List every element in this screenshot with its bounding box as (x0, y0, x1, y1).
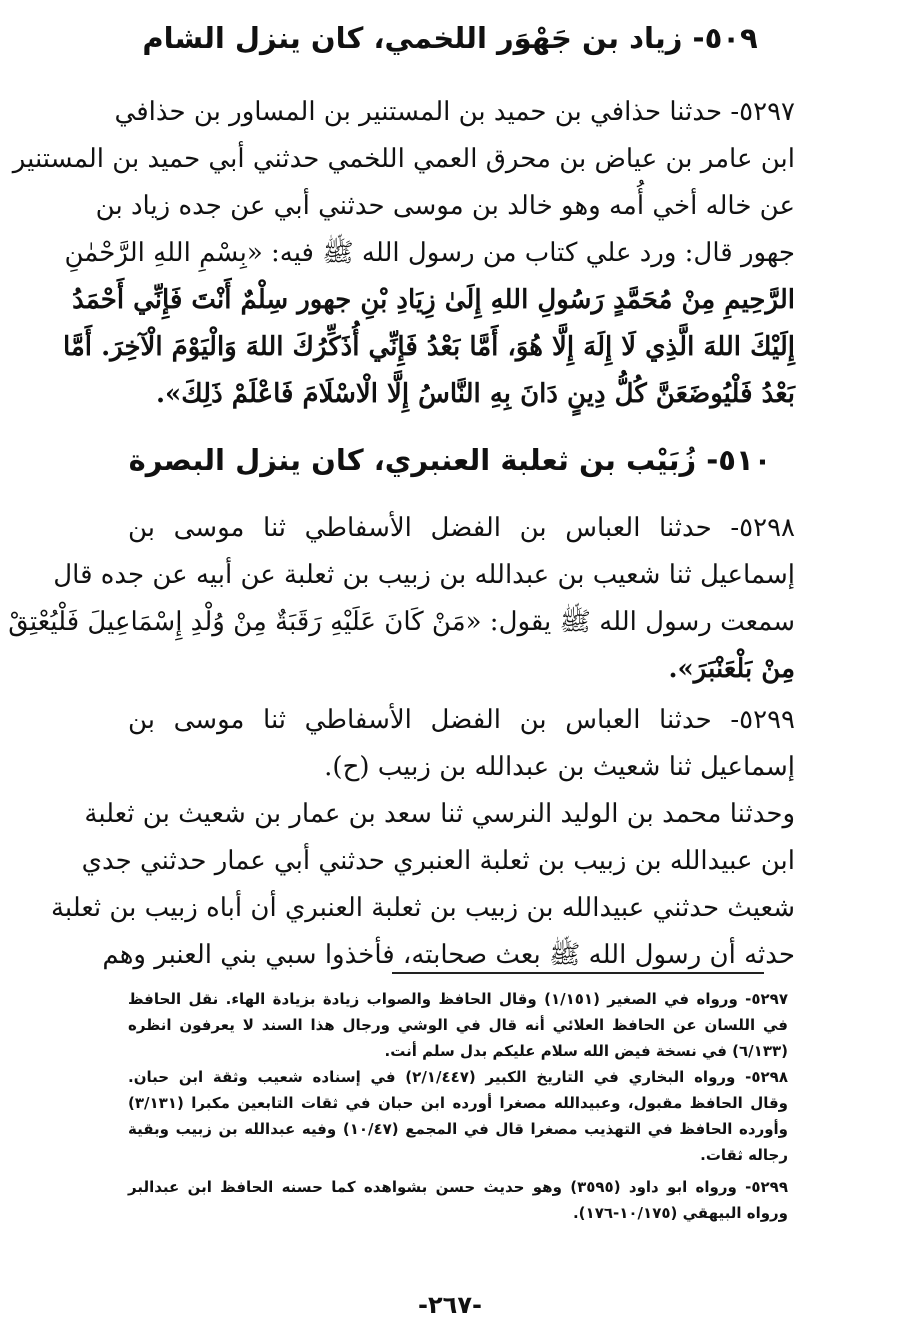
text-line: حدثه أن رسول الله ﷺ بعث صحابته، فأخذوا سبي بني العنبر وهم (102, 940, 795, 970)
footnote-line: ٥٢٩٨- ورواه البخاري في التاريخ الكبير (٢/١/٤٤٧) في إسناده شعيب وثقة ابن حبان. (128, 1068, 788, 1086)
text-line: إسماعيل ثنا شعيب بن عبدالله بن زبيب بن ثعلبة عن أبيه عن جده قال (53, 560, 795, 590)
text-line: وحدثنا محمد بن الوليد النرسي ثنا سعد بن عمار بن شعيث بن ثعلبة (84, 799, 795, 829)
text-line: جهور قال: ورد علي كتاب من رسول الله ﷺ فيه: «بِسْمِ اللهِ الرَّحْمٰنِ (64, 238, 795, 268)
text-line: الرَّحِيمِ مِنْ مُحَمَّدٍ رَسُولِ اللهِ إِلَىٰ زِيَادِ بْنِ جهور سِلْمٌ أَنْتَ فَإِنِّي أَحْمَدُ (72, 285, 795, 315)
text-line: سمعت رسول الله ﷺ يقول: «مَنْ كَانَ عَلَيْهِ رَقَبَةٌ مِنْ وُلْدِ إِسْمَاعِيلَ فَلْيُعْتِقْ (8, 607, 795, 637)
section-heading-509: ٥٠٩- زياد بن جَهْوَر اللخمي، كان ينزل الشام (142, 21, 758, 55)
text-line: ابن عبيدالله بن زبيب بن ثعلبة العنبري حدثني أبي عمار حدثني جدي (81, 846, 795, 876)
text-line: عن خاله أخي أُمه وهو خالد بن موسى حدثني أبي عن جده زياد بن (95, 191, 795, 221)
footnote-divider (392, 972, 764, 974)
text-line: ابن عامر بن عياض بن محرق العمي اللخمي حدثني أبي حميد بن المستنير (12, 144, 795, 174)
text-line: مِنْ بَلْعَنْبَرَ». (668, 654, 795, 684)
text-line: إِلَيْكَ اللهَ الَّذِي لَا إِلَهَ إِلَّا هُوَ، أَمَّا بَعْدُ فَإِنِّي أُذَكِّرُكَ اللهَ وَالْيَوْمَ الْآخِرَ. أَمَّا (62, 332, 795, 362)
text-line: إسماعيل ثنا شعيث بن عبدالله بن زبيب (ح). (324, 752, 795, 782)
footnote-line: وقال الحافظ مقبول، وعبيدالله مصغرا أورده ابن حبان في ثقات التابعين مكبرا (٣/١٣١) (128, 1094, 788, 1112)
footnote-line: (٦/١٣٣) في نسخة فيض الله سلام عليكم بدل سلم أنت. (384, 1042, 788, 1060)
section-heading-510: ٥١٠- زُبَيْب بن ثعلبة العنبري، كان ينزل البصرة (128, 443, 772, 477)
text-line: شعيث حدثني عبيدالله بن زبيب بن ثعلبة العنبري أن أباه زبيب بن ثعلبة (50, 893, 795, 923)
page-number: -٢٦٧- (418, 1291, 482, 1319)
text-line: بَعْدُ فَلْيُوضَعَنَّ كُلُّ دِينٍ دَانَ بِهِ النَّاسُ إِلَّا الْاسْلَامَ فَاعْلَمْ ذَلِكَ». (155, 379, 795, 409)
footnote-line: وأورده الحافظ في التهذيب مصغرا قال في المجمع (١٠/٤٧) وفيه عبدالله بن زبيب وبقية (128, 1120, 789, 1138)
footnote-line: ٥٢٩٧- ورواه في الصغير (١/١٥١) وقال الحافظ والصواب زيادة بزيادة الهاء. نقل الحافظ (128, 990, 788, 1008)
text-line: ٥٢٩٩- حدثنا العباس بن الفضل الأسفاطي ثنا موسى بن (128, 705, 795, 735)
footnote-line: رجاله ثقات. (700, 1146, 788, 1164)
footnote-line: ورواه البيهقي (١٠/١٧٥-١٧٦). (572, 1204, 788, 1222)
footnote-line: ٥٢٩٩- ورواه ابو داود (٣٥٩٥) وهو حديث حسن بشواهده كما حسنه الحافظ ابن عبدالبر (128, 1178, 788, 1196)
footnote-line: في اللسان عن الحافظ العلائي أنه قال في الوشي ورجال هذا السند لا يعرفون انظره (128, 1016, 788, 1034)
text-line: ٥٢٩٧- حدثنا حذافي بن حميد بن المستنير بن المساور بن حذافي (114, 97, 795, 127)
text-line: ٥٢٩٨- حدثنا العباس بن الفضل الأسفاطي ثنا موسى بن (128, 513, 795, 543)
